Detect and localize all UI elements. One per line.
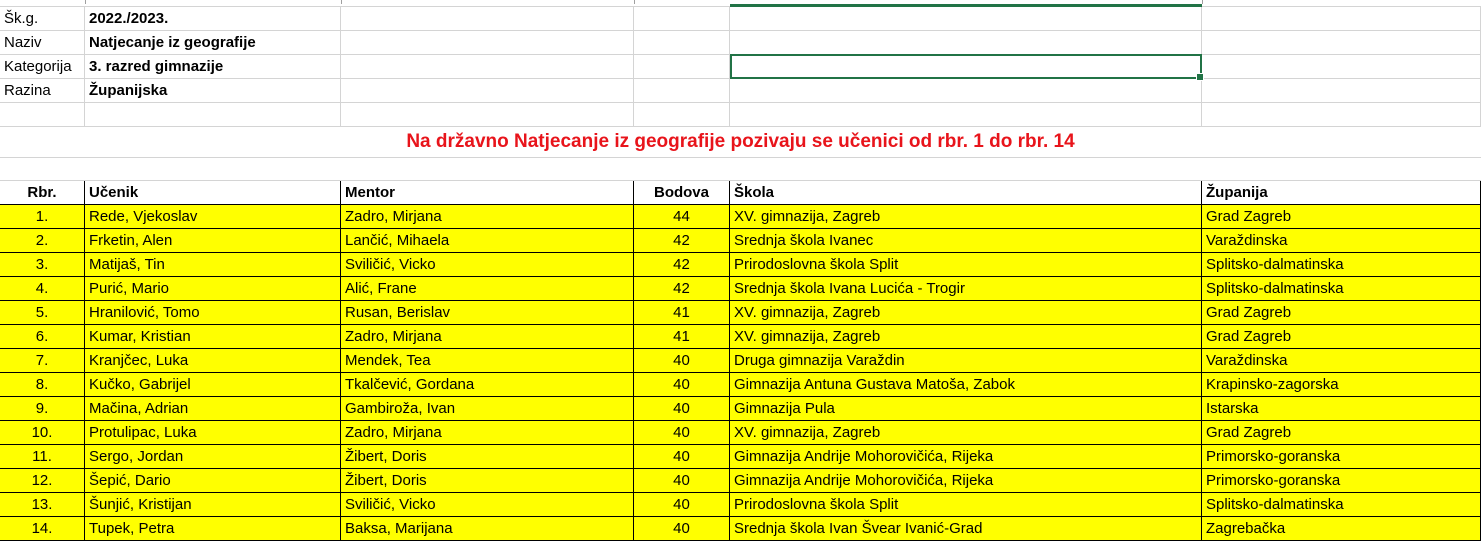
student-cell[interactable]: Matijaš, Tin xyxy=(85,253,341,277)
points-cell[interactable]: 42 xyxy=(634,277,730,301)
table-row xyxy=(0,325,1481,349)
points-cell[interactable]: 41 xyxy=(634,301,730,325)
table-row xyxy=(0,349,1481,373)
empty-cell[interactable] xyxy=(85,103,341,127)
table-row xyxy=(0,493,1481,517)
rank-cell[interactable]: 6. xyxy=(0,325,85,349)
student-cell[interactable]: Kumar, Kristian xyxy=(85,325,341,349)
school-cell[interactable]: Gimnazija Antuna Gustava Matoša, Zabok xyxy=(730,373,1202,397)
school-cell[interactable]: Druga gimnazija Varaždin xyxy=(730,349,1202,373)
student-cell[interactable]: Kučko, Gabrijel xyxy=(85,373,341,397)
mentor-cell[interactable]: Žibert, Doris xyxy=(341,469,634,493)
student-cell[interactable]: Mačina, Adrian xyxy=(85,397,341,421)
mentor-cell[interactable]: Zadro, Mirjana xyxy=(341,421,634,445)
empty-cell[interactable] xyxy=(1202,55,1481,79)
empty-cell[interactable] xyxy=(634,7,730,31)
blank-row xyxy=(0,103,1481,127)
info-row-name xyxy=(0,31,1481,55)
points-cell[interactable]: 40 xyxy=(634,445,730,469)
info-label[interactable]: Razina xyxy=(0,79,85,103)
table-row xyxy=(0,373,1481,397)
county-cell[interactable]: Grad Zagreb xyxy=(1202,205,1481,229)
table-row xyxy=(0,421,1481,445)
empty-cell[interactable] xyxy=(634,79,730,103)
empty-cell[interactable] xyxy=(1202,31,1481,55)
empty-cell[interactable] xyxy=(341,31,634,55)
info-label[interactable]: Šk.g. xyxy=(0,7,85,31)
points-cell[interactable]: 40 xyxy=(634,373,730,397)
info-value[interactable]: Natjecanje iz geografije xyxy=(85,31,341,55)
mentor-cell[interactable]: Sviličić, Vicko xyxy=(341,493,634,517)
empty-cell[interactable] xyxy=(730,31,1202,55)
county-cell[interactable]: Splitsko-dalmatinska xyxy=(1202,253,1481,277)
empty-cell[interactable] xyxy=(341,7,634,31)
county-cell[interactable]: Istarska xyxy=(1202,397,1481,421)
county-cell[interactable]: Krapinsko-zagorska xyxy=(1202,373,1481,397)
fill-handle[interactable] xyxy=(1196,73,1204,81)
points-cell[interactable]: 44 xyxy=(634,205,730,229)
county-cell[interactable]: Grad Zagreb xyxy=(1202,325,1481,349)
mentor-cell[interactable]: Gambiroža, Ivan xyxy=(341,397,634,421)
points-cell[interactable]: 40 xyxy=(634,421,730,445)
info-label[interactable]: Kategorija xyxy=(0,55,85,79)
county-cell[interactable]: Zagrebačka xyxy=(1202,517,1481,541)
empty-cell[interactable] xyxy=(634,55,730,79)
rank-cell[interactable]: 13. xyxy=(0,493,85,517)
empty-cell[interactable] xyxy=(1202,103,1481,127)
county-cell[interactable]: Splitsko-dalmatinska xyxy=(1202,277,1481,301)
school-cell[interactable]: Gimnazija Andrije Mohorovičića, Rijeka xyxy=(730,445,1202,469)
school-cell[interactable]: XV. gimnazija, Zagreb xyxy=(730,301,1202,325)
empty-cell[interactable] xyxy=(341,79,634,103)
student-cell[interactable]: Protulipac, Luka xyxy=(85,421,341,445)
table-row xyxy=(0,229,1481,253)
county-cell[interactable]: Varaždinska xyxy=(1202,229,1481,253)
notice-banner[interactable] xyxy=(0,127,1481,158)
county-cell[interactable]: Primorsko-goranska xyxy=(1202,445,1481,469)
county-cell[interactable]: Grad Zagreb xyxy=(1202,421,1481,445)
points-cell[interactable]: 40 xyxy=(634,517,730,541)
table-row xyxy=(0,445,1481,469)
county-cell[interactable]: Grad Zagreb xyxy=(1202,301,1481,325)
info-value[interactable]: 2022./2023. xyxy=(85,7,341,31)
rank-cell[interactable]: 9. xyxy=(0,397,85,421)
header-skola[interactable]: Škola xyxy=(730,181,1202,205)
points-cell[interactable]: 42 xyxy=(634,253,730,277)
header-ucenik[interactable]: Učenik xyxy=(85,181,341,205)
empty-cell[interactable] xyxy=(0,103,85,127)
table-row xyxy=(0,469,1481,493)
mentor-cell[interactable]: Mendek, Tea xyxy=(341,349,634,373)
mentor-cell[interactable]: Žibert, Doris xyxy=(341,445,634,469)
school-cell[interactable]: XV. gimnazija, Zagreb xyxy=(730,421,1202,445)
cell-selection-box xyxy=(730,54,1202,79)
rank-cell[interactable]: 12. xyxy=(0,469,85,493)
rank-cell[interactable]: 11. xyxy=(0,445,85,469)
empty-cell[interactable] xyxy=(634,103,730,127)
rank-cell[interactable]: 14. xyxy=(0,517,85,541)
points-cell[interactable]: 42 xyxy=(634,229,730,253)
rank-cell[interactable]: 8. xyxy=(0,373,85,397)
rank-cell[interactable]: 10. xyxy=(0,421,85,445)
mentor-cell[interactable]: Sviličić, Vicko xyxy=(341,253,634,277)
rank-cell[interactable]: 4. xyxy=(0,277,85,301)
info-value[interactable]: 3. razred gimnazije xyxy=(85,55,341,79)
info-row-school-year xyxy=(0,7,1481,31)
rank-cell[interactable]: 2. xyxy=(0,229,85,253)
school-cell[interactable]: XV. gimnazija, Zagreb xyxy=(730,205,1202,229)
school-cell[interactable]: Gimnazija Andrije Mohorovičića, Rijeka xyxy=(730,469,1202,493)
points-cell[interactable]: 41 xyxy=(634,325,730,349)
student-cell[interactable]: Kranjčec, Luka xyxy=(85,349,341,373)
table-row xyxy=(0,277,1481,301)
empty-cell[interactable] xyxy=(1202,7,1481,31)
points-cell[interactable]: 40 xyxy=(634,493,730,517)
county-cell[interactable]: Splitsko-dalmatinska xyxy=(1202,493,1481,517)
student-cell[interactable]: Sergo, Jordan xyxy=(85,445,341,469)
column-header-strip[interactable] xyxy=(0,0,1481,7)
empty-cell[interactable] xyxy=(730,79,1202,103)
empty-cell[interactable] xyxy=(730,103,1202,127)
table-row xyxy=(0,517,1481,541)
student-cell[interactable]: Šepić, Dario xyxy=(85,469,341,493)
points-cell[interactable]: 40 xyxy=(634,469,730,493)
mentor-cell[interactable]: Lančić, Mihaela xyxy=(341,229,634,253)
table-row xyxy=(0,301,1481,325)
empty-cell[interactable] xyxy=(730,7,1202,31)
table-row xyxy=(0,397,1481,421)
mentor-cell[interactable]: Zadro, Mirjana xyxy=(341,205,634,229)
rank-cell[interactable]: 5. xyxy=(0,301,85,325)
student-cell[interactable]: Rede, Vjekoslav xyxy=(85,205,341,229)
header-mentor[interactable]: Mentor xyxy=(341,181,634,205)
rank-cell[interactable]: 3. xyxy=(0,253,85,277)
header-rbr[interactable]: Rbr. xyxy=(0,181,85,205)
empty-cell[interactable] xyxy=(341,55,634,79)
school-cell[interactable]: Srednja škola Ivana Lucića - Trogir xyxy=(730,277,1202,301)
empty-cell[interactable] xyxy=(341,103,634,127)
info-value[interactable]: Županijska xyxy=(85,79,341,103)
student-cell[interactable]: Frketin, Alen xyxy=(85,229,341,253)
notice-text: Na državno Natjecanje iz geografije pozivaju se učenici od rbr. 1 do rbr. 14 xyxy=(406,131,1075,152)
header-zupanija[interactable]: Županija xyxy=(1202,181,1481,205)
header-bodova[interactable]: Bodova xyxy=(634,181,730,205)
mentor-cell[interactable]: Alić, Frane xyxy=(341,277,634,301)
table-header-row xyxy=(0,181,1481,205)
county-cell[interactable]: Varaždinska xyxy=(1202,349,1481,373)
empty-cell[interactable] xyxy=(634,31,730,55)
school-cell[interactable]: Prirodoslovna škola Split xyxy=(730,253,1202,277)
mentor-cell[interactable]: Tkalčević, Gordana xyxy=(341,373,634,397)
student-cell[interactable]: Tupek, Petra xyxy=(85,517,341,541)
rank-cell[interactable]: 1. xyxy=(0,205,85,229)
county-cell[interactable]: Primorsko-goranska xyxy=(1202,469,1481,493)
table-row xyxy=(0,205,1481,229)
table-row xyxy=(0,253,1481,277)
student-cell[interactable]: Hranilović, Tomo xyxy=(85,301,341,325)
rank-cell[interactable]: 7. xyxy=(0,349,85,373)
blank-row[interactable] xyxy=(0,158,1481,181)
student-cell[interactable]: Purić, Mario xyxy=(85,277,341,301)
info-row-level xyxy=(0,79,1481,103)
info-label[interactable]: Naziv xyxy=(0,31,85,55)
school-cell[interactable]: Srednja škola Ivanec xyxy=(730,229,1202,253)
school-cell[interactable]: XV. gimnazija, Zagreb xyxy=(730,325,1202,349)
points-cell[interactable]: 40 xyxy=(634,397,730,421)
mentor-cell[interactable]: Zadro, Mirjana xyxy=(341,325,634,349)
mentor-cell[interactable]: Baksa, Marijana xyxy=(341,517,634,541)
points-cell[interactable]: 40 xyxy=(634,349,730,373)
school-cell[interactable]: Prirodoslovna škola Split xyxy=(730,493,1202,517)
school-cell[interactable]: Gimnazija Pula xyxy=(730,397,1202,421)
empty-cell[interactable] xyxy=(1202,79,1481,103)
student-cell[interactable]: Šunjić, Kristijan xyxy=(85,493,341,517)
mentor-cell[interactable]: Rusan, Berislav xyxy=(341,301,634,325)
school-cell[interactable]: Srednja škola Ivan Švear Ivanić-Grad xyxy=(730,517,1202,541)
